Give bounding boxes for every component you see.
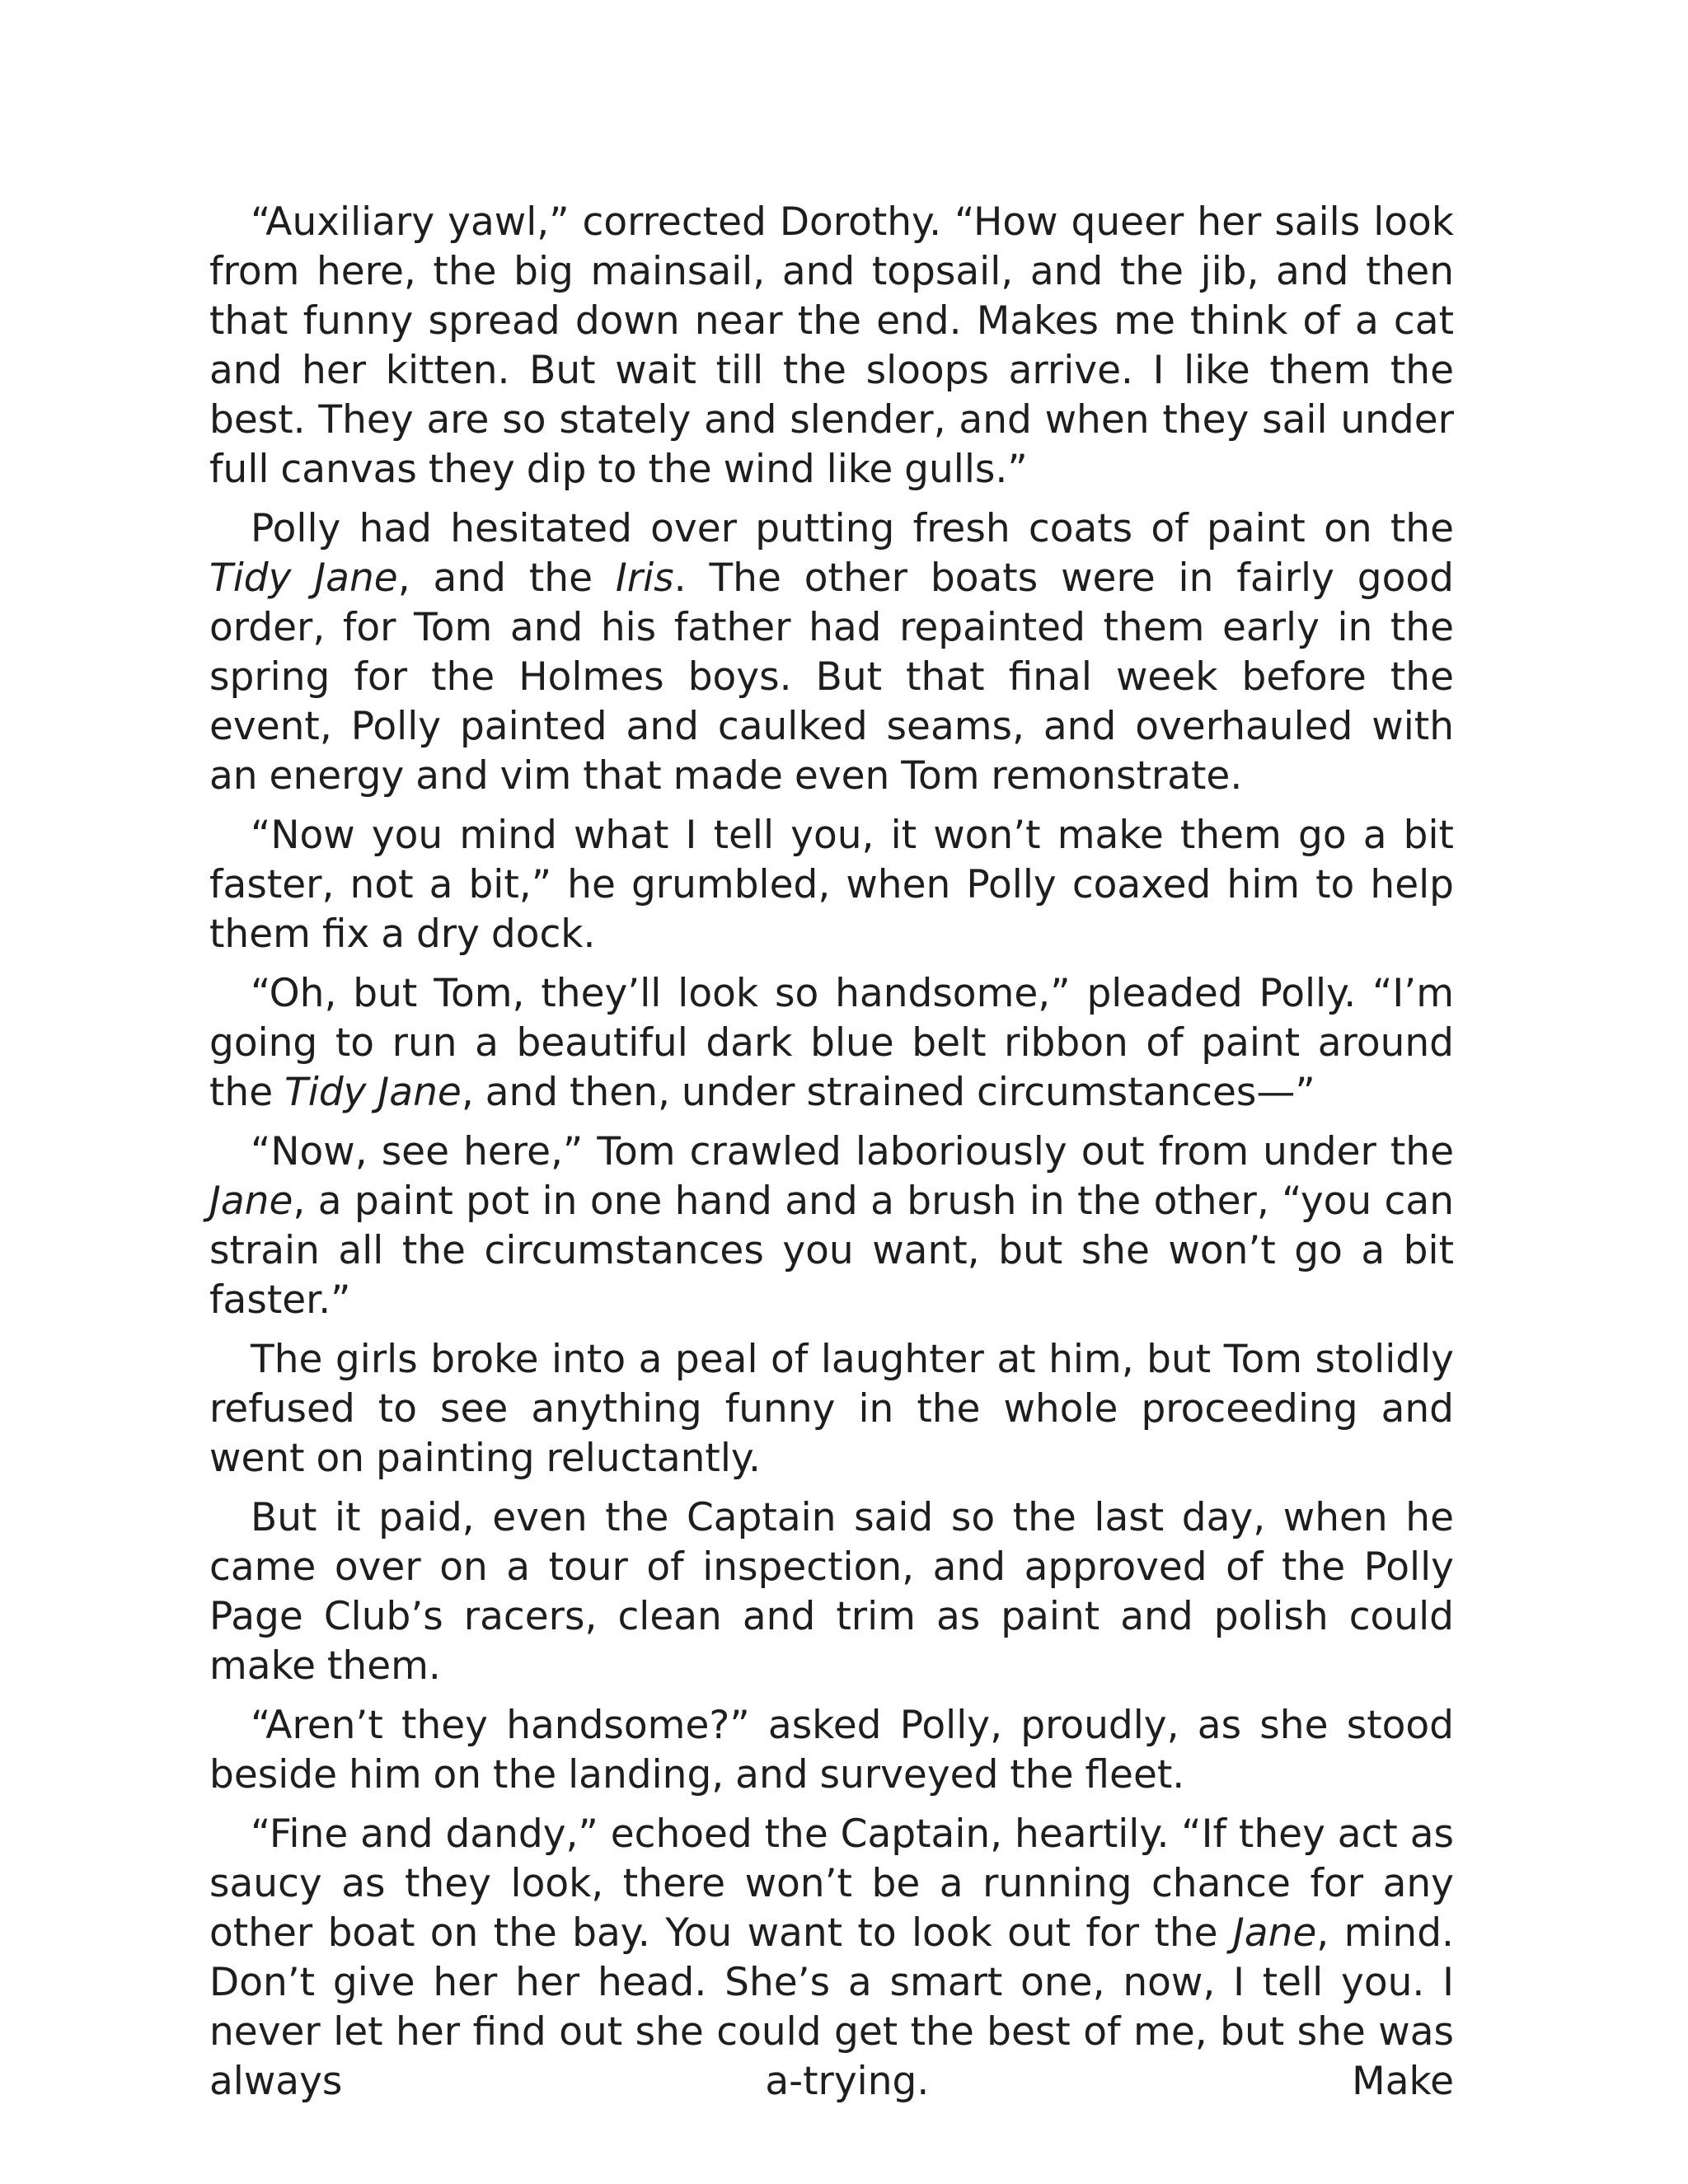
boat-name-italic: Jane <box>1232 1910 1317 1956</box>
paragraph <box>209 1493 1454 1691</box>
paragraph-text: Polly had hesitated over putting fresh coats of paint on the <box>251 506 1454 551</box>
paragraph-text: , mind. Don’t give her her head. She’s a smart one, now, I tell you. I never let her find out she could get the best of me, but she was always a-trying. Make <box>209 1910 1454 2104</box>
paragraph-text: “Oh, but Tom, they’ll look so handsome,” pleaded Polly. “I’m going to run a beautiful dark blue belt ribbon of paint around the <box>209 971 1454 1115</box>
paragraph-text: But it paid, even the Captain said so the last day, when he came over on a tour of inspection, and approved of the Polly Page Club’s racers, clean and trim as paint and polish could make them. <box>209 1495 1454 1689</box>
paragraph-text: “Aren’t they handsome?” asked Polly, proudly, as she stood beside him on the landing, and surveyed the fleet. <box>209 1703 1454 1797</box>
paragraph <box>209 811 1454 959</box>
paragraph <box>209 1701 1454 1800</box>
paragraph-text: , and the <box>397 555 616 601</box>
paragraph-text: “Auxiliary yawl,” corrected Dorothy. “How queer her sails look from here, the big mainsail, and topsail, and the jib, and then that funny spread down near the end. Makes me think of a cat and her kitten. But wait till the sloops arrive. I like them the best. They are so stately and slender, and when they sail under full canvas they dip to the wind like gulls.” <box>209 199 1454 492</box>
paragraph <box>209 1335 1454 1483</box>
boat-name-italic: Iris <box>615 555 674 601</box>
boat-name-italic: Jane <box>209 1179 293 1224</box>
paragraph-text: “Now you mind what I tell you, it won’t make them go a bit faster, not a bit,” he grumbled, when Polly coaxed him to help them fix a dry dock. <box>209 813 1454 957</box>
boat-name-italic: Tidy Jane <box>209 555 398 601</box>
paragraph <box>209 1810 1454 2107</box>
paragraph-text: , and then, under strained circumstances—” <box>461 1070 1315 1115</box>
paragraph-text: The girls broke into a peal of laughter at him, but Tom stolidly refused to see anything funny in the whole proceeding and went on painting reluctantly. <box>209 1337 1454 1481</box>
paragraph <box>209 1127 1454 1325</box>
paragraph-text: “Now, see here,” Tom crawled laboriously out from under the <box>251 1129 1454 1174</box>
paragraph-text: “Fine and dandy,” echoed the Captain, heartily. “If they act as saucy as they look, there won’t be a running chance for any other boat on the bay. You want to look out for the <box>209 1811 1454 1956</box>
paragraph-text: . The other boats were in fairly good order, for Tom and his father had repainted them early in the spring for the Holmes boys. But that final week before the event, Polly painted and caulked seams, and overhauled with an energy and vim that made even Tom remonstrate. <box>209 555 1454 799</box>
paragraph-text: , a paint pot in one hand and a brush in the other, “you can strain all the circumstances you want, but she won’t go a bit faster.” <box>209 1179 1454 1323</box>
paragraph <box>209 969 1454 1118</box>
paragraph <box>209 198 1454 494</box>
book-page-body <box>209 198 1454 2116</box>
boat-name-italic: Tidy Jane <box>284 1070 462 1115</box>
paragraph <box>209 504 1454 801</box>
